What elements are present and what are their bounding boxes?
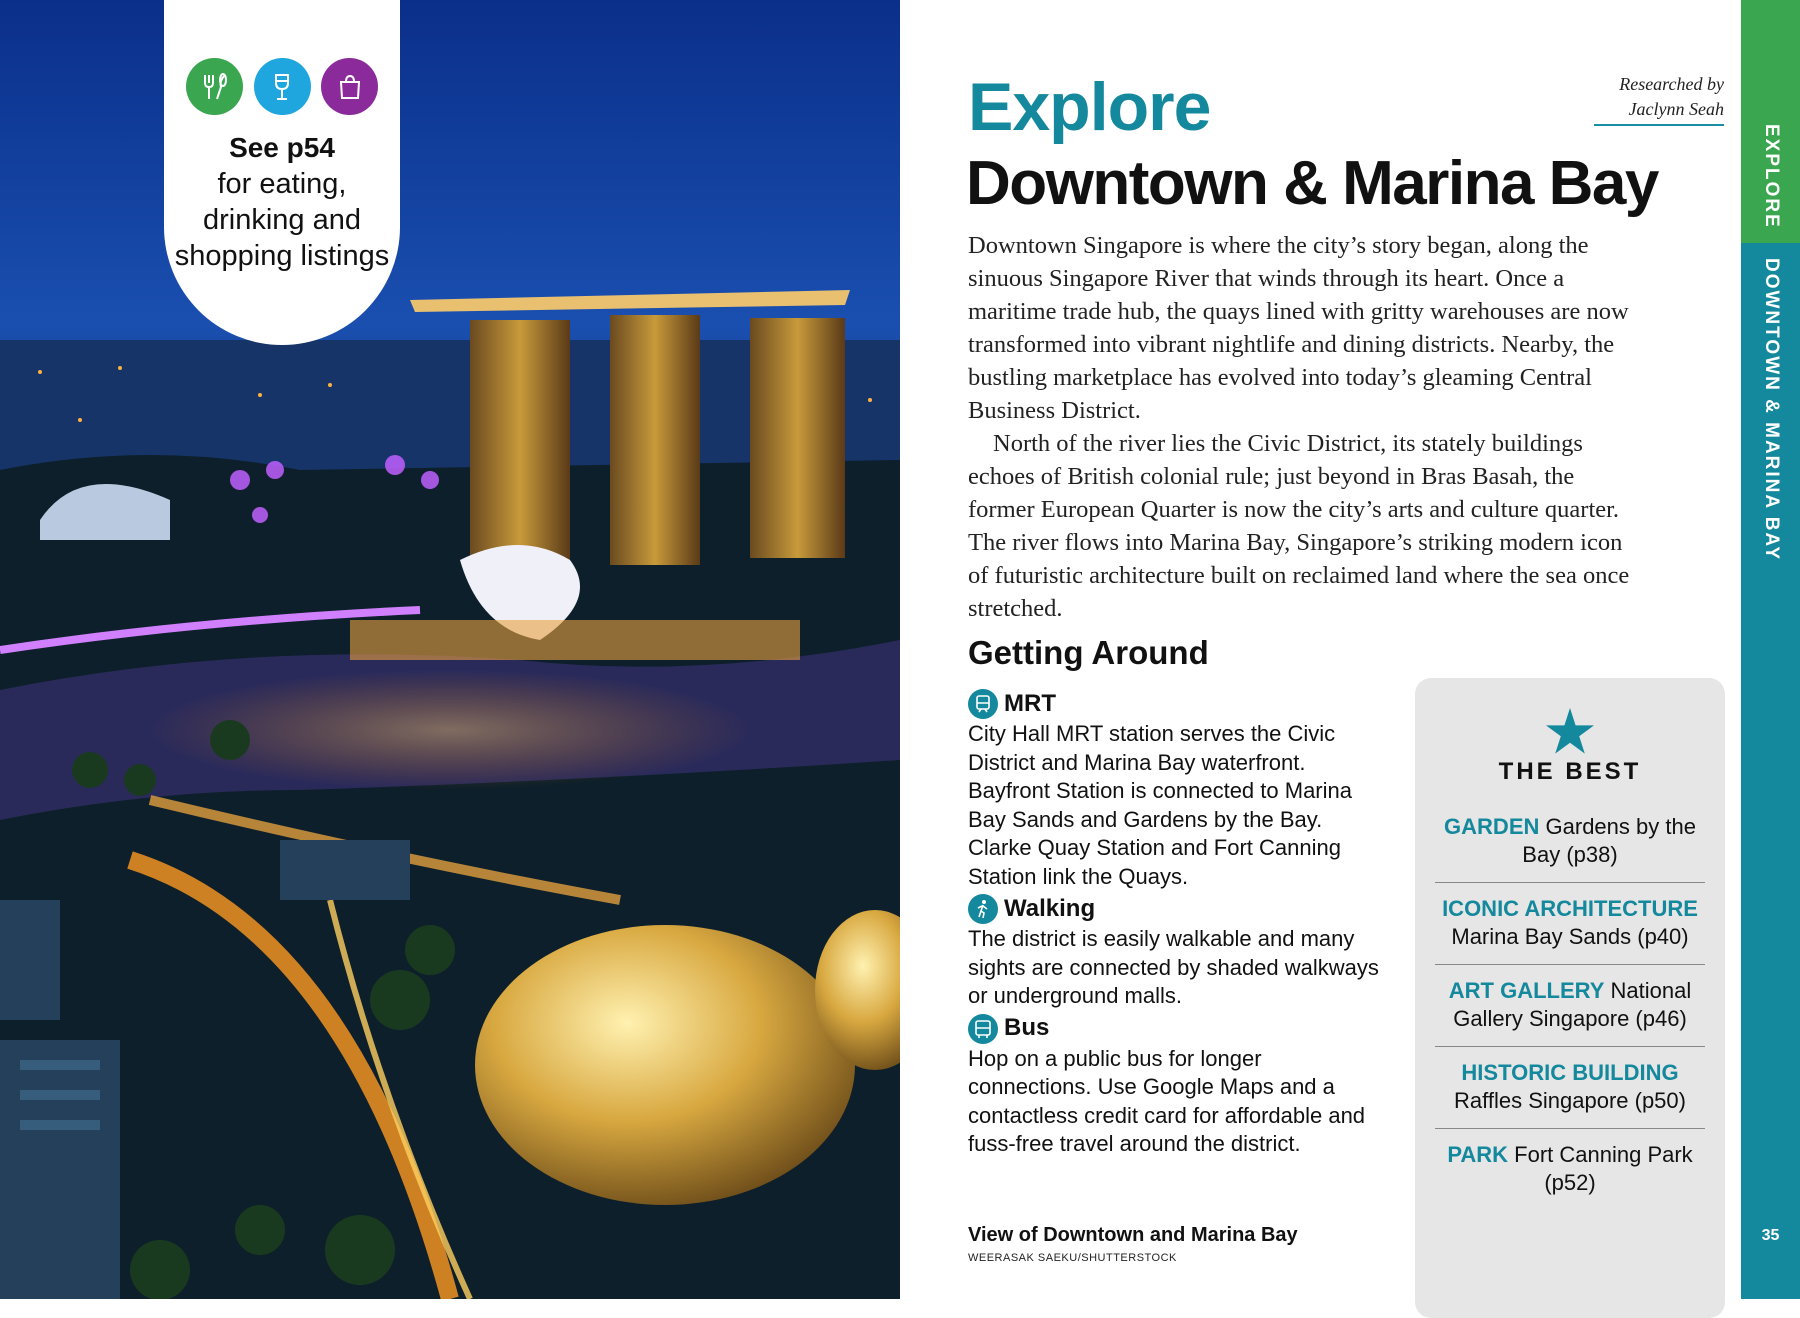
author-underline bbox=[1594, 124, 1724, 126]
transport-text: City Hall MRT station serves the Civic District and Marina Bay waterfront. Bayfront Station is connected to Marina Bay Sands and Gardens by the Bay. Clarke Quay Station and Fort Canning Station link the Quays. bbox=[968, 721, 1352, 889]
best-text: Gardens by the Bay (p38) bbox=[1522, 814, 1696, 867]
transport-label: MRT bbox=[1004, 689, 1056, 717]
transport-item-bus bbox=[968, 1013, 1388, 1159]
transport-item-walking bbox=[968, 893, 1388, 1011]
photo-caption: View of Downtown and Marina Bay bbox=[968, 1224, 1298, 1246]
section-sidebar bbox=[1741, 0, 1800, 1299]
see-page-ref: See p54 bbox=[229, 132, 335, 163]
best-category: HISTORIC BUILDING bbox=[1461, 1060, 1679, 1085]
the-best-title: THE BEST bbox=[1498, 758, 1642, 785]
best-category: ART GALLERY bbox=[1448, 978, 1605, 1003]
page-number: 35 bbox=[1761, 1227, 1780, 1244]
sidebar-section-label: DOWNTOWN & MARINA BAY bbox=[1761, 258, 1782, 562]
author-name: Jaclynn Seah bbox=[1628, 99, 1724, 119]
transport-label: Walking bbox=[1004, 894, 1096, 922]
star-icon bbox=[1546, 708, 1594, 754]
best-category: ICONIC ARCHITECTURE bbox=[1442, 896, 1698, 921]
intro-paragraph: North of the river lies the Civic District, its stately buildings echoes of British colonial rule; just beyond in Bras Basah, the former European Quarter is now the city’s arts and culture quarter. The river flows into Marina Bay, Singapore’s striking modern icon of futuristic architecture built on reclaimed land where the sea once stretched. bbox=[968, 430, 1630, 622]
transport-text: Hop on a public bus for longer connections. Use Google Maps and a contactless credit card for affordable and fuss-free travel around the district. bbox=[968, 1045, 1366, 1156]
train-icon bbox=[968, 689, 998, 719]
see-listings-card bbox=[164, 0, 400, 345]
transport-item-mrt bbox=[968, 688, 1388, 891]
bus-icon bbox=[968, 1014, 998, 1044]
researched-by bbox=[1619, 72, 1724, 122]
walking-icon bbox=[968, 894, 998, 924]
best-category: GARDEN bbox=[1444, 814, 1540, 839]
the-best-box bbox=[1415, 678, 1725, 1318]
explore-heading: Explore bbox=[968, 69, 1211, 145]
transport-list bbox=[968, 688, 1388, 1161]
transport-label: Bus bbox=[1004, 1014, 1050, 1042]
shopping-icon bbox=[321, 58, 378, 115]
category-icons bbox=[186, 58, 378, 115]
city-photo bbox=[0, 0, 900, 1299]
see-description: for eating, drinking and shopping listings bbox=[174, 168, 390, 272]
sidebar-explore-label: EXPLORE bbox=[1761, 124, 1782, 229]
drinking-icon bbox=[254, 58, 311, 115]
text-page bbox=[900, 0, 1800, 1299]
intro-paragraph: Downtown Singapore is where the city’s story began, along the sinuous Singapore River that winds through its heart. Once a maritime trade hub, the quays lined with gritty warehouses are now transformed into vibrant nightlife and dining districts. Nearby, the bustling marketplace has evolved into today’s gleaming Central Business District. bbox=[968, 232, 1629, 424]
best-category: PARK bbox=[1447, 1142, 1509, 1167]
researched-by-label: Researched by bbox=[1619, 74, 1724, 94]
best-item bbox=[1435, 895, 1705, 965]
best-text: Raffles Singapore (p50) bbox=[1454, 1088, 1686, 1113]
page-title: Downtown & Marina Bay bbox=[966, 149, 1658, 218]
eating-icon bbox=[186, 58, 243, 115]
best-text: National Gallery Singapore (p46) bbox=[1453, 978, 1692, 1031]
best-item bbox=[1435, 813, 1705, 883]
intro-text bbox=[968, 229, 1638, 625]
photo-credit: WEERASAK SAEKU/SHUTTERSTOCK bbox=[968, 1252, 1177, 1264]
best-item bbox=[1435, 977, 1705, 1047]
transport-text: The district is easily walkable and many sights are connected by shaded walkways or underground malls. bbox=[968, 926, 1379, 1008]
best-text: Marina Bay Sands (p40) bbox=[1451, 924, 1689, 949]
getting-around-heading: Getting Around bbox=[968, 634, 1209, 671]
the-best-list bbox=[1435, 813, 1705, 1222]
best-text: Fort Canning Park (p52) bbox=[1514, 1142, 1693, 1195]
best-item bbox=[1435, 1141, 1705, 1210]
best-item bbox=[1435, 1059, 1705, 1129]
